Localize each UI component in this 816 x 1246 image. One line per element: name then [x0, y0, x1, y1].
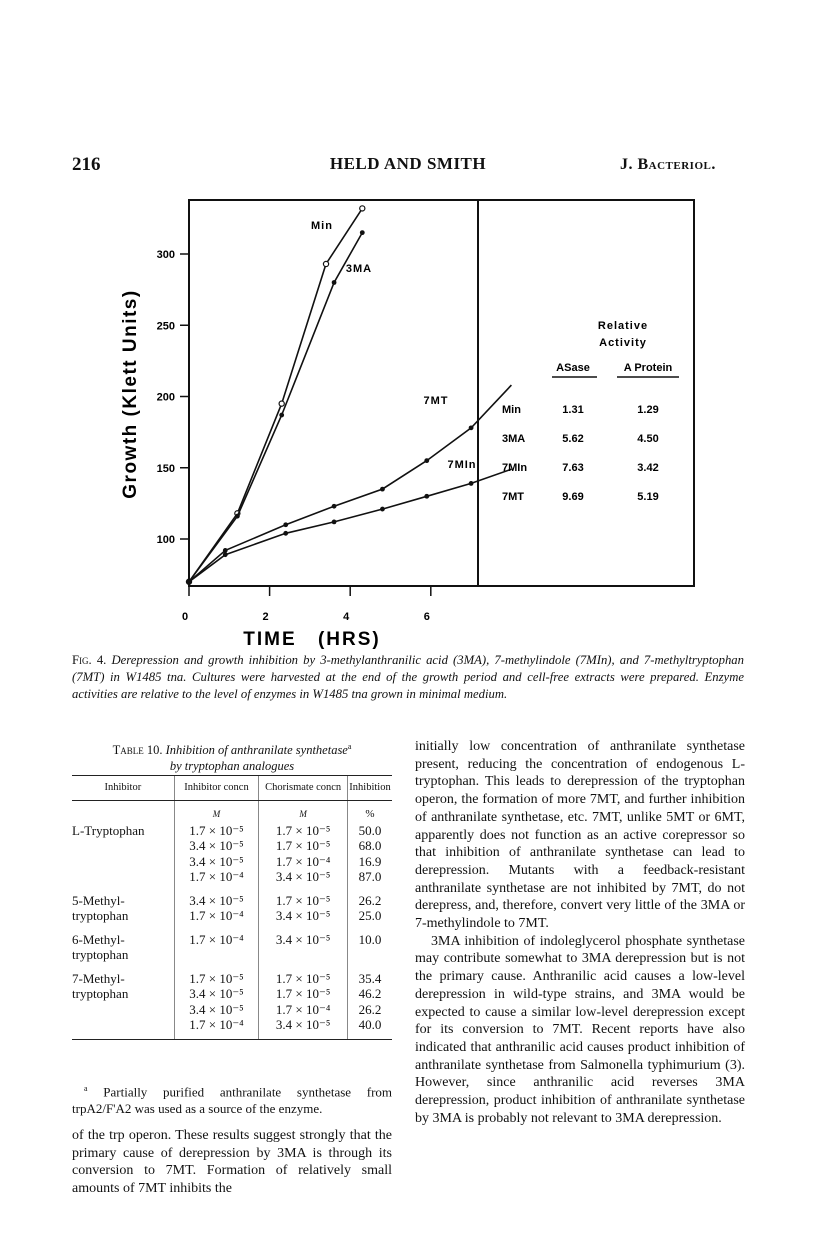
- inhibitor-concn-cell: 1.7 × 10⁻⁴: [174, 932, 259, 963]
- x-tick-label: 4: [343, 611, 350, 623]
- inhibition-cell: 50.0: [347, 823, 392, 839]
- data-point: [424, 458, 429, 463]
- table-title-footnote-mark: a: [347, 742, 352, 751]
- inhibitor-cell: 6-Methyl- tryptophan: [72, 931, 129, 962]
- spacer-cell: [174, 924, 259, 932]
- spacer-cell: [259, 963, 348, 971]
- data-point: [235, 514, 240, 519]
- inhibitor-concn-cell: 1.7 × 10⁻⁵: [174, 823, 259, 839]
- x-tick-label: 0: [181, 611, 189, 623]
- table-header-inhibition: Inhibition: [347, 776, 392, 801]
- inhibitor-concn-cell: 1.7 × 10⁻⁴: [174, 869, 259, 885]
- y-tick-label: 200: [156, 391, 175, 404]
- chorismate-concn-cell: 3.4 × 10⁻⁵: [259, 869, 348, 885]
- data-point: [332, 504, 337, 509]
- page-number: 216: [72, 154, 101, 175]
- table-row: [72, 893, 392, 909]
- inhibitor-concn-cell: 1.7 × 10⁻⁴: [174, 1017, 259, 1039]
- data-point: [332, 520, 337, 525]
- inhibition-cell: 87.0: [347, 869, 392, 885]
- inset-value-aprotein: 1.29: [637, 404, 659, 416]
- y-tick-label: 100: [156, 534, 175, 546]
- spacer-cell: [259, 924, 348, 932]
- units-cell: M: [259, 801, 348, 823]
- inhibitor-concn-cell: 3.4 × 10⁻⁵: [174, 1002, 259, 1018]
- x-axis-title: TIME (HRS): [243, 629, 381, 650]
- inhibitor-cell: 7-Methyl- tryptophan: [72, 971, 174, 1040]
- inset-value-aprotein: 4.50: [637, 433, 659, 445]
- inset-title-line2: Activity: [599, 337, 647, 349]
- chorismate-concn-cell: 1.7 × 10⁻⁵: [259, 893, 348, 909]
- table-row: [72, 823, 392, 839]
- table-row: [72, 932, 392, 963]
- data-point: [323, 261, 328, 266]
- chorismate-concn-cell: 1.7 × 10⁻⁵: [259, 986, 348, 1002]
- data-point: [469, 481, 474, 486]
- inhibition-cell: 26.2: [347, 893, 392, 909]
- chart-frame: [189, 200, 694, 586]
- inset-value-asase: 9.69: [562, 491, 584, 503]
- inhibition-cell: 40.0: [347, 1017, 392, 1039]
- data-point: [332, 280, 337, 285]
- spacer-cell: [347, 924, 392, 932]
- inhibition-cell: 68.0: [347, 838, 392, 854]
- data-point: [424, 494, 429, 499]
- inhibitor-cell: 5-Methyl- tryptophan: [72, 892, 129, 923]
- inhibition-cell: 16.9: [347, 854, 392, 870]
- figure-caption: [72, 652, 744, 703]
- series-line-7mt: [189, 385, 511, 582]
- chorismate-concn-cell: 1.7 × 10⁻⁴: [259, 1002, 348, 1018]
- series-label-7mt: 7MT: [423, 395, 449, 407]
- right-column: [415, 738, 745, 1127]
- table-header-chorismate-concn: Chorismate concn: [259, 776, 348, 801]
- chorismate-concn-cell: 1.7 × 10⁻⁵: [259, 823, 348, 839]
- inset-title: Relative: [597, 320, 649, 332]
- series-line-7min: [189, 469, 511, 582]
- paragraph-2: 3MA inhibition of indoleglycerol phosphate synthetase may contribute somewhat to 3MA derepression but is not the primary cause. Anthranilic acid causes a low-level derepression in wild-type strains, and 3MA would be expected to cause a similar low-level derepression except for its conversion to 7MT. Recent reports have also indicated that anthranilic acid causes product inhibition of anthranilate synthetase from Salmonella typhimurium (3). However, since anthranilic acid reverses 3MA derepression, product inhibition of anthranilate synthetase by 3MA is probably not relevant to 3MA derepression.: [415, 933, 745, 1126]
- spacer-cell: [347, 885, 392, 893]
- data-point: [380, 487, 385, 492]
- inhibitor-concn-cell: 3.4 × 10⁻⁵: [174, 838, 259, 854]
- inset-value-aprotein: 5.19: [637, 491, 659, 503]
- series-label-min: Min: [311, 220, 333, 232]
- data-point: [223, 552, 228, 557]
- chorismate-concn-cell: 1.7 × 10⁻⁵: [259, 971, 348, 987]
- inset-col-asase: ASase: [556, 362, 590, 374]
- inhibition-cell: 25.0: [347, 908, 392, 924]
- y-tick-label: 150: [156, 462, 175, 475]
- chorismate-concn-cell: 1.7 × 10⁻⁴: [259, 854, 348, 870]
- inset-value-asase: 7.63: [562, 462, 584, 474]
- inhibitor-concn-cell: 3.4 × 10⁻⁵: [174, 986, 259, 1002]
- data-point: [283, 531, 288, 536]
- inset-row-label: 3MA: [502, 433, 526, 445]
- table-header-inhibitor-concn: Inhibitor concn: [174, 776, 259, 801]
- inset-row-label: 7MIn: [502, 462, 528, 474]
- data-point: [380, 507, 385, 512]
- series-label-7min: 7MIn: [447, 459, 477, 471]
- series-label-3ma: 3MA: [345, 263, 373, 275]
- table-title-text: Inhibition of anthranilate synthetase: [165, 743, 348, 758]
- running-head-journal: J. Bacteriol.: [620, 156, 716, 173]
- left-column-text: of the trp operon. These results suggest strongly that the primary cause of derepression by 3MA is through its conversion to 7MT. Formation of relatively small amounts of 7MT inhibits the: [72, 1128, 392, 1197]
- data-point: [360, 206, 365, 211]
- inset-value-asase: 5.62: [562, 433, 584, 445]
- footnote-text: Partially purified anthranilate synthetase from trpA2/F'A2 was used as a source of the enzyme.: [72, 1084, 393, 1117]
- inset-activity-table: [502, 320, 679, 503]
- group-spacer: [72, 924, 392, 932]
- inhibition-cell: 26.2: [347, 1002, 392, 1018]
- figure-caption-text: Derepression and growth inhibition by 3-methylanthranilic acid (3MA), 7-methylindole (7MIn), and 7-methyltryptophan (7MT) in W1485 tna. Cultures were harvested at the end of the growth period and cell-free extracts were prepared. Enzyme activities are relative to the level of enzymes in W1485 tna grown in minimal medium.: [72, 653, 744, 701]
- units-cell: %: [347, 801, 392, 823]
- table-title: [72, 739, 392, 774]
- spacer-cell: [347, 963, 392, 971]
- inhibition-cell: 10.0: [347, 932, 392, 963]
- paragraph-1: initially low concentration of anthranilate synthetase present, reducing the concentration of endogenous L-tryptophan. This leads to derepression of the tryptophan operon, the formation of more 7MT, and further inhibition of anthranilate synthetase, etc. 7MT, unlike 5MT or 6MT, apparently does not function as an active corepressor so that inhibition of anthranilate synthetase can lead to derepression. Mutants with a feedback-resistant anthranilate synthetase are not inhibited by 7MT, do not derepress, and, therefore, convert very little of the 3MA or 7-methylindole to 7MT.: [415, 739, 745, 932]
- spacer-cell: [259, 885, 348, 893]
- inset-row-label: Min: [502, 404, 521, 416]
- data-point: [187, 579, 192, 584]
- inhibitor-cell: L-Tryptophan: [72, 822, 145, 838]
- chorismate-concn-cell: 3.4 × 10⁻⁵: [259, 932, 348, 963]
- inhibitor-concn-cell: 3.4 × 10⁻⁵: [174, 893, 259, 909]
- footnote-mark: a: [84, 1084, 88, 1093]
- table-title-line2: by tryptophan analogues: [169, 759, 295, 774]
- y-tick-label: 300: [156, 249, 175, 261]
- inhibitor-concn-cell: 1.7 × 10⁻⁴: [174, 908, 259, 924]
- data-point: [279, 401, 284, 406]
- y-tick-label: 250: [156, 320, 175, 333]
- chorismate-concn-cell: 3.4 × 10⁻⁵: [259, 908, 348, 924]
- group-spacer: [72, 963, 392, 971]
- units-cell: [72, 801, 174, 823]
- inhibition-cell: 35.4: [347, 971, 392, 987]
- running-head-authors: HELD AND SMITH: [329, 154, 487, 173]
- inset-row-label: 7MT: [502, 491, 524, 503]
- y-axis-title: Growth (Klett Units): [120, 289, 141, 499]
- figure-label: Fig. 4.: [72, 653, 107, 667]
- chorismate-concn-cell: 1.7 × 10⁻⁵: [259, 838, 348, 854]
- data-point: [283, 522, 288, 527]
- inhibitor-concn-cell: 1.7 × 10⁻⁵: [174, 971, 259, 987]
- table-10: [72, 775, 392, 1040]
- table-number: Table 10.: [112, 743, 163, 758]
- spacer-cell: [72, 924, 174, 932]
- spacer-cell: [174, 885, 259, 893]
- data-point: [223, 548, 228, 553]
- inset-col-aprotein: A Protein: [623, 362, 673, 374]
- spacer-cell: [174, 963, 259, 971]
- inhibition-cell: 46.2: [347, 986, 392, 1002]
- inhibitor-concn-cell: 3.4 × 10⁻⁵: [174, 854, 259, 870]
- chorismate-concn-cell: 3.4 × 10⁻⁵: [259, 1017, 348, 1039]
- x-tick-label: 2: [262, 611, 269, 623]
- data-point: [360, 230, 365, 235]
- table-footnote: [72, 1080, 392, 1117]
- inset-value-aprotein: 3.42: [637, 462, 659, 474]
- table-header-inhibitor: Inhibitor: [72, 776, 174, 801]
- data-point: [279, 413, 284, 418]
- units-row: [72, 801, 392, 823]
- table-row: [72, 971, 392, 987]
- x-tick-label: 6: [423, 611, 430, 623]
- inset-value-asase: 1.31: [562, 404, 584, 416]
- spacer-cell: [72, 963, 174, 971]
- units-cell: M: [174, 801, 259, 823]
- data-point: [469, 425, 474, 430]
- series-line-min: [189, 208, 362, 581]
- group-spacer: [72, 885, 392, 893]
- spacer-cell: [72, 885, 174, 893]
